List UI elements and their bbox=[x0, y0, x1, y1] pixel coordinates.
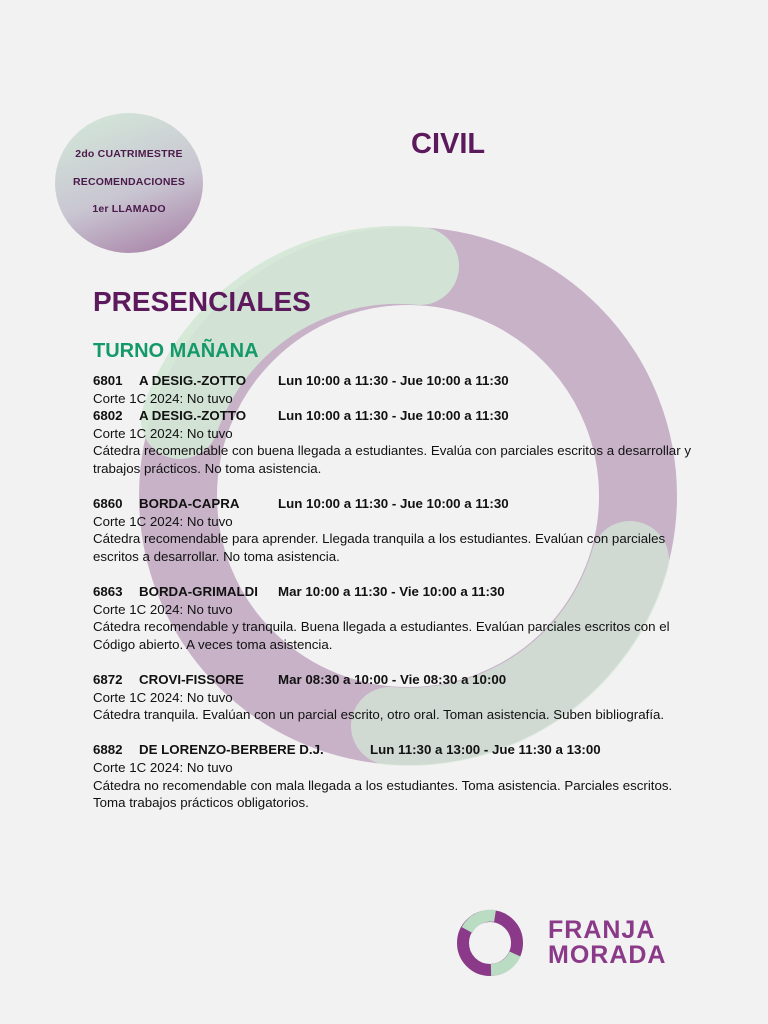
course-code: 6872 bbox=[93, 672, 123, 688]
course-corte: Corte 1C 2024: No tuvo bbox=[93, 425, 233, 441]
course-corte: Corte 1C 2024: No tuvo bbox=[93, 689, 233, 705]
page-title: CIVIL bbox=[411, 128, 486, 160]
course-code: 6863 bbox=[93, 584, 123, 600]
course-description: Cátedra recomendable y tranquila. Buena llegada a estudiantes. Evalúan parciales escritos con el Código abierto. A veces toma asistencia. bbox=[93, 619, 670, 652]
course-professors: BORDA-CAPRA bbox=[139, 496, 240, 512]
course-description: Cátedra recomendable para aprender. Llegada tranquila a los estudiantes. Evalúan con parciales escritos a desarrollar. No toma asistencia. bbox=[93, 531, 666, 564]
course-description: Cátedra recomendable con buena llegada a estudiantes. Evalúa con parciales escritos a desarrollar y trabajos prácticos. No toma asistencia. bbox=[93, 443, 691, 476]
shift-heading: TURNO MAÑANA bbox=[93, 340, 259, 362]
course-code: 6802 bbox=[93, 408, 123, 424]
course-entry bbox=[93, 741, 693, 811]
course-corte: Corte 1C 2024: No tuvo bbox=[93, 601, 233, 617]
course-professors: DE LORENZO-BERBERE D.J. bbox=[139, 742, 324, 758]
course-entry bbox=[93, 583, 693, 653]
course-professors: CROVI-FISSORE bbox=[139, 672, 244, 688]
course-code: 6882 bbox=[93, 742, 123, 758]
course-schedule: Mar 10:00 a 11:30 - Vie 10:00 a 11:30 bbox=[278, 584, 505, 600]
logo-text-morada: MORADA bbox=[548, 941, 667, 969]
semester-badge bbox=[55, 113, 203, 253]
course-professors: A DESIG.-ZOTTO bbox=[139, 408, 247, 424]
course-professors: A DESIG.-ZOTTO bbox=[139, 373, 247, 388]
course-schedule: Lun 10:00 a 11:30 - Jue 10:00 a 11:30 bbox=[278, 408, 509, 424]
course-schedule: Lun 10:00 a 11:30 - Jue 10:00 a 11:30 bbox=[278, 373, 509, 388]
course-entry bbox=[93, 671, 693, 724]
course-list bbox=[93, 372, 693, 812]
course-corte: Corte 1C 2024: No tuvo bbox=[93, 760, 233, 776]
course-entry bbox=[93, 372, 693, 407]
section-heading: PRESENCIALES bbox=[93, 286, 311, 317]
course-corte: Corte 1C 2024: No tuvo bbox=[93, 390, 233, 406]
badge-semester: 2do CUATRIMESTRE bbox=[75, 148, 183, 160]
course-description: Cátedra no recomendable con mala llegada a los estudiantes. Toma asistencia. Parciales escritos. Toma trabajos prácticos obligatorios. bbox=[93, 777, 673, 811]
course-code: 6801 bbox=[93, 373, 123, 388]
course-code: 6860 bbox=[93, 496, 123, 512]
franja-morada-logo bbox=[455, 908, 715, 978]
logo-text-franja: FRANJA bbox=[548, 916, 656, 944]
badge-call: 1er LLAMADO bbox=[92, 203, 166, 215]
course-description: Cátedra tranquila. Evalúan con un parcial escrito, otro oral. Toman asistencia. Suben bibliografía. bbox=[93, 707, 665, 723]
logo-ring-icon bbox=[455, 908, 525, 978]
course-schedule: Lun 11:30 a 13:00 - Jue 11:30 a 13:00 bbox=[370, 742, 601, 758]
course-schedule: Mar 08:30 a 10:00 - Vie 08:30 a 10:00 bbox=[278, 672, 507, 688]
course-schedule: Lun 10:00 a 11:30 - Jue 10:00 a 11:30 bbox=[278, 496, 509, 512]
course-entry bbox=[93, 495, 693, 565]
course-entry bbox=[93, 407, 693, 477]
course-professors: BORDA-GRIMALDI bbox=[139, 584, 258, 600]
badge-recommendations: RECOMENDACIONES bbox=[72, 176, 186, 188]
course-corte: Corte 1C 2024: No tuvo bbox=[93, 513, 233, 529]
